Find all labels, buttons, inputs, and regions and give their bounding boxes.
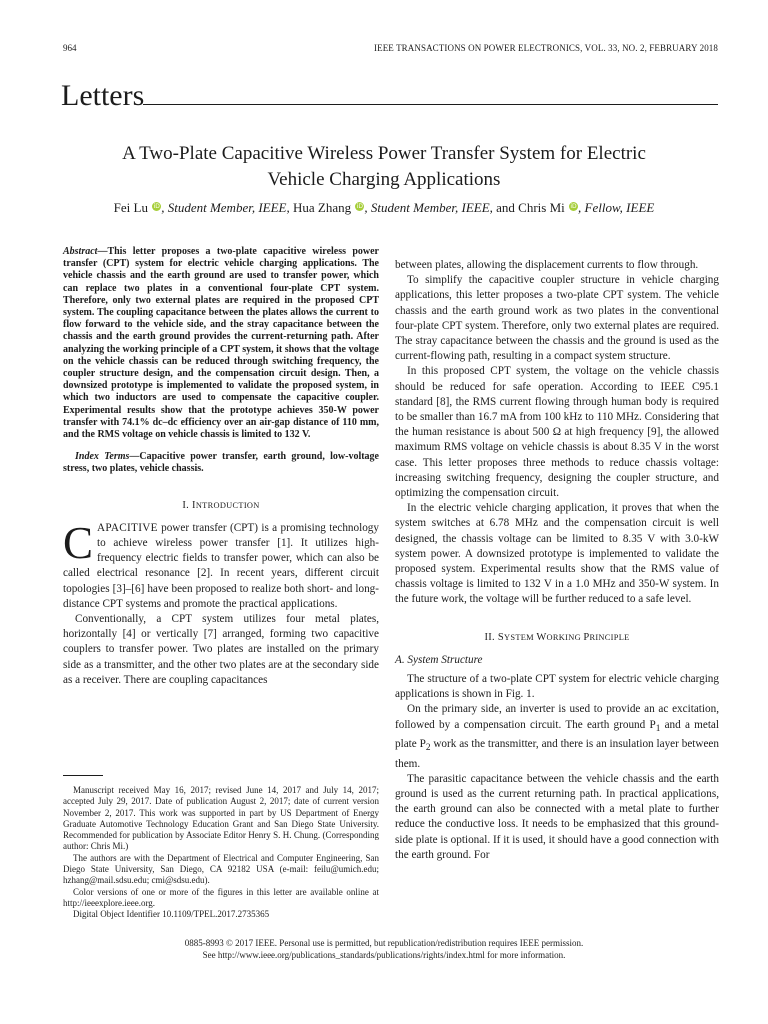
subsection-heading: A. System Structure <box>395 653 483 666</box>
orcid-icon[interactable]: iD <box>570 203 577 210</box>
permissions-link[interactable]: See http://www.ieee.org/publications_standards/publications/rights/index.html for more information. <box>202 949 566 960</box>
abstract-dash: — <box>97 246 108 257</box>
paragraph: In the electric vehicle charging application, it proves that when the system switches at 6.78 MHz and the compensation circuit is well designed, the chassis voltage can be limited to 8.35 V with 3.0-kW system power. A downsized prototype is implemented to validate the proposed system. Experimental results show that the RMS value of chassis voltage is limited to 132 V in a 1.0 MHz and 350-W system. In the future work, the voltage will be further reduced to a safe level. <box>395 502 719 606</box>
author-name: Hua Zhang <box>293 200 352 215</box>
author-name: and Chris Mi <box>496 200 565 215</box>
index-terms <box>63 451 379 475</box>
copyright-line: 0885-8993 © 2017 IEEE. Personal use is permitted, but republication/redistribution requires IEEE permission. <box>184 938 584 948</box>
index-terms-text: Capacitive power transfer, earth ground, low-voltage stress, two plates, vehicle chassis. <box>63 451 379 475</box>
author-list <box>40 199 728 217</box>
footnote: The authors are with the Department of Electrical and Computer Engineering, San Diego State University, San Diego, CA 92182 USA (e-mail: feilu@umich.edu; hzhang@mail.sdsu.edu; cmi@sdsu.edu). <box>63 852 379 886</box>
paper-title <box>60 141 708 193</box>
paragraph: To simplify the capacitive coupler structure in vehicle charging applications, this letter proposes a two-plate CPT system. The vehicle chassis and the earth ground work as two plates in the conventional four-plate CPT system. Therefore, only two external plates are required. The stray capacitance between the chassis and the ground is used as the current-flowing path, resulting in a compact system structure. <box>395 274 719 363</box>
paragraph: The parasitic capacitance between the vehicle chassis and the earth ground is used as the current returning path. In practical applications, the earth ground can also be connected with a metal plate to further reduce the conductive loss. It needs to be emphasized that this ground-side plate is optional. If it is used, it should have a good connection with the earth ground. For <box>395 772 719 861</box>
intro-paragraph-1: CAPACITIVE power transfer (CPT) is a promising technology to achieve wireless power transfer [1]. It utilizes high-frequency electric fields to transfer power, which can also be called electrical resonance [2]. In recent years, different circuit topologies [3]–[6] have been proposed to realize both short- and long-distance CPT systems and promote the practical applications. <box>63 517 379 610</box>
paragraph: On the primary side, an inverter is used to provide an ac excitation, followed by a compensation circuit. The earth ground $P_1$ and a metal plate $P_2$ work as the transmitter, and there is an insulation layer between them. <box>395 703 719 770</box>
footnote: Color versions of one or more of the figures in this letter are available online at http://ieeexplore.ieee.org. <box>63 886 379 908</box>
footnotes <box>63 785 379 921</box>
author-affiliation: , Fellow, IEEE <box>578 200 655 215</box>
title-line-1: A Two-Plate Capacitive Wireless Power Transfer System for Electric <box>122 143 646 164</box>
footnote: Manuscript received May 16, 2017; revised June 14, 2017 and July 14, 2017; accepted July 29, 2017. Date of publication August 2, 2017; date of current version November 2, 2017. This work was supported in part by US Department of Energy Graduate Automotive Technology Education Grant and San Diego State University. Recommended for publication by Associate Editor Henry S. H. Chung. (Corresponding author: Chris Mi.) <box>63 785 379 852</box>
index-terms-lead: Index Terms <box>75 451 130 463</box>
intro-paragraph-2: Conventionally, a CPT system utilizes four metal plates, horizontally [4] or vertically [7] arranged, forming two capacitive couplers to transfer power. Two plates are installed on the primary side as a transmitter, and the other two plates are at the secondary side as a receiver. There are coupling capacitances <box>63 613 379 686</box>
journal-header: IEEE TRANSACTIONS ON POWER ELECTRONICS, VOL. 33, NO. 2, FEBRUARY 2018 <box>374 43 718 53</box>
drop-cap: C <box>63 517 94 568</box>
index-terms-dash: — <box>129 451 140 463</box>
paragraph: The structure of a two-plate CPT system for electric vehicle charging applications is shown in Fig. 1. <box>395 673 719 701</box>
orcid-icon[interactable]: iD <box>356 203 364 210</box>
abstract-text: This letter proposes a two-plate capacitive wireless power transfer (CPT) system for electric vehicle charging applications. The vehicle chassis and the earth ground are used to transfer power, which can replace two plates in a conventional four-plate CPT system. Therefore, only two external plates are required in the proposed CPT system. The coupling capacitance between the plates allows the current to flow forward to the vehicle side, and the stray capacitance between the chassis and the earth ground provides the current-returning path. After analyzing the working principle of a CPT system, it shows that the voltage on the vehicle chassis can be reduced through switching frequency, the coupler structure design, and the compensation circuit design. Then, a downsized prototype is implemented to validate the proposed system, in which two inductors are used to compensate the capacitive coupler. Experimental results show that the prototype achieves 350-W power transfer with 74.1% dc–dc efficiency over an air-gap distance of 110 mm, and the RMS voltage on vehicle chassis is limited to 132 V. <box>63 246 379 441</box>
header-rule <box>143 104 718 105</box>
title-line-2: Vehicle Charging Applications <box>267 169 501 190</box>
paragraph: In this proposed CPT system, the voltage on the vehicle chassis should be reduced for safe operation. According to IEEE C95.1 standard [8], the RMS current flowing through human body is required to be smaller than 16.7 mA from 100 kHz to 110 MHz. Considering that the human resistance is about 500 Ω at high frequency [9], the allowed maximum RMS voltage on vehicle chassis is about 8.35 V in the worst case. This letter proposes three methods to reduce chassis voltage: increasing switching frequency, designing the coupler structure, and optimizing the compensation circuit. <box>395 365 719 500</box>
copyright-footer <box>60 938 708 961</box>
left-column <box>63 246 379 688</box>
paragraph: between plates, allowing the displacement currents to flow through. <box>395 259 699 271</box>
page-number: 964 <box>63 43 77 53</box>
abstract <box>63 246 379 441</box>
abstract-lead: Abstract <box>63 246 98 257</box>
right-column <box>395 258 719 863</box>
author-affiliation: , Student Member, IEEE, <box>161 200 290 215</box>
orcid-icon[interactable]: iD <box>153 203 160 210</box>
section-heading-introduction: I. INTRODUCTION <box>182 499 260 511</box>
section-heading-system-working-principle: II. SYSTEM WORKING PRINCIPLE <box>484 631 630 643</box>
author-name: Fei Lu <box>113 200 148 215</box>
footnote-rule <box>63 775 103 776</box>
section-label: Letters <box>61 79 145 112</box>
footnote: Digital Object Identifier 10.1109/TPEL.2017.2735365 <box>73 909 270 920</box>
author-affiliation: , Student Member, IEEE, <box>364 200 493 215</box>
